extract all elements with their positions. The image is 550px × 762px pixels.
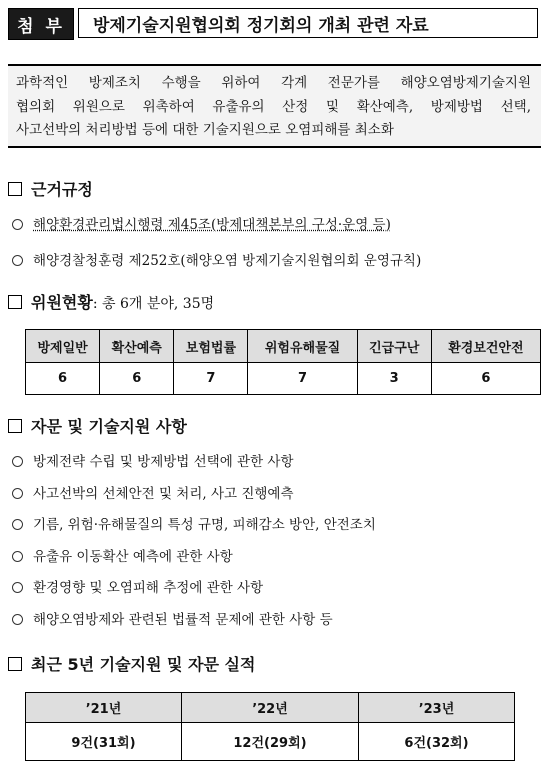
table-cell: 12건(29회)	[181, 723, 358, 761]
attachment-badge: 첨 부	[8, 8, 74, 40]
summary-line: 과학적인 방제조치 수행을 위하여 각계 전문가를 해양오염방제기술지원	[16, 75, 531, 91]
square-bullet-icon	[8, 295, 22, 309]
circle-bullet-icon	[12, 488, 23, 499]
section-advisory-heading	[8, 414, 187, 437]
table-header-row	[26, 693, 515, 723]
table-header-cell: 방제일반	[26, 330, 100, 363]
circle-bullet-icon	[12, 219, 23, 230]
table-cell: 6건(32회)	[358, 723, 514, 761]
circle-bullet-icon	[12, 255, 23, 266]
section-title: 자문 및 기술지원 사항	[31, 417, 187, 436]
table-header-cell: ’23년	[358, 693, 514, 723]
circle-bullet-icon	[12, 519, 23, 530]
square-bullet-icon	[8, 182, 22, 196]
table-cell: 3	[357, 363, 431, 395]
table-header-cell: 보험법률	[174, 330, 248, 363]
square-bullet-icon	[8, 657, 22, 671]
section-title: 최근 5년 기술지원 및 자문 실적	[31, 655, 256, 674]
table-header-cell: 확산예측	[100, 330, 174, 363]
table-header-cell: 긴급구난	[357, 330, 431, 363]
square-bullet-icon	[8, 419, 22, 433]
advisory-item	[12, 576, 263, 596]
table-header-row	[26, 330, 541, 363]
table-cell: 6	[26, 363, 100, 395]
summary-line: 사고선박의 처리방법 등에 대한 기술지원으로 오염피해를 최소화	[16, 122, 394, 138]
advisory-item-text: 환경영향 및 오염피해 추정에 관한 사항	[33, 580, 264, 596]
header	[8, 8, 541, 40]
advisory-item-text: 기름, 위험·유해물질의 특성 규명, 피해감소 방안, 안전조치	[33, 517, 376, 533]
basis-item	[12, 213, 391, 233]
table-row	[26, 723, 515, 761]
table-row	[26, 363, 541, 395]
basis-item-text: 해양환경관리법시행령 제45조(방제대책본부의 구성·운영 등)	[33, 217, 391, 233]
basis-item-text: 해양경찰청훈령 제252호(해양오염 방제기술지원협의회 운영규칙)	[33, 253, 422, 269]
record-table	[25, 692, 515, 761]
section-record-heading	[8, 652, 255, 675]
advisory-item	[12, 450, 294, 470]
table-header-cell: 위험유해물질	[248, 330, 357, 363]
advisory-item-text: 해양오염방제와 관련된 법률적 문제에 관한 사항 등	[33, 612, 333, 628]
table-header-cell: 환경보건안전	[431, 330, 540, 363]
table-cell: 9건(31회)	[26, 723, 182, 761]
advisory-item-text: 방제전략 수립 및 방제방법 선택에 관한 사항	[33, 454, 294, 470]
table-cell: 7	[174, 363, 248, 395]
advisory-item	[12, 545, 233, 565]
circle-bullet-icon	[12, 614, 23, 625]
members-subtitle: : 총 6개 분야, 35명	[92, 296, 215, 312]
section-title: 근거규정	[31, 180, 93, 199]
advisory-item	[12, 608, 333, 628]
circle-bullet-icon	[12, 551, 23, 562]
summary-box	[8, 64, 541, 148]
advisory-item-text: 유출유 이동확산 예측에 관한 사항	[33, 549, 233, 565]
circle-bullet-icon	[12, 456, 23, 467]
table-header-cell: ’22년	[181, 693, 358, 723]
basis-item	[12, 249, 421, 269]
summary-line: 협의회 위원으로 위촉하여 유출유의 산정 및 확산예측, 방제방법 선택,	[16, 98, 531, 115]
table-header-cell: ’21년	[26, 693, 182, 723]
table-cell: 6	[431, 363, 540, 395]
circle-bullet-icon	[12, 582, 23, 593]
document-title: 방제기술지원협의회 정기회의 개최 관련 자료	[78, 8, 538, 38]
section-title: 위원현황	[31, 293, 93, 312]
table-cell: 6	[100, 363, 174, 395]
advisory-item	[12, 513, 376, 533]
table-cell: 7	[248, 363, 357, 395]
section-members-heading	[8, 290, 214, 313]
section-basis-heading	[8, 177, 93, 200]
advisory-item	[12, 482, 294, 502]
advisory-item-text: 사고선박의 선체안전 및 처리, 사고 진행예측	[33, 486, 294, 502]
members-table	[25, 329, 541, 395]
